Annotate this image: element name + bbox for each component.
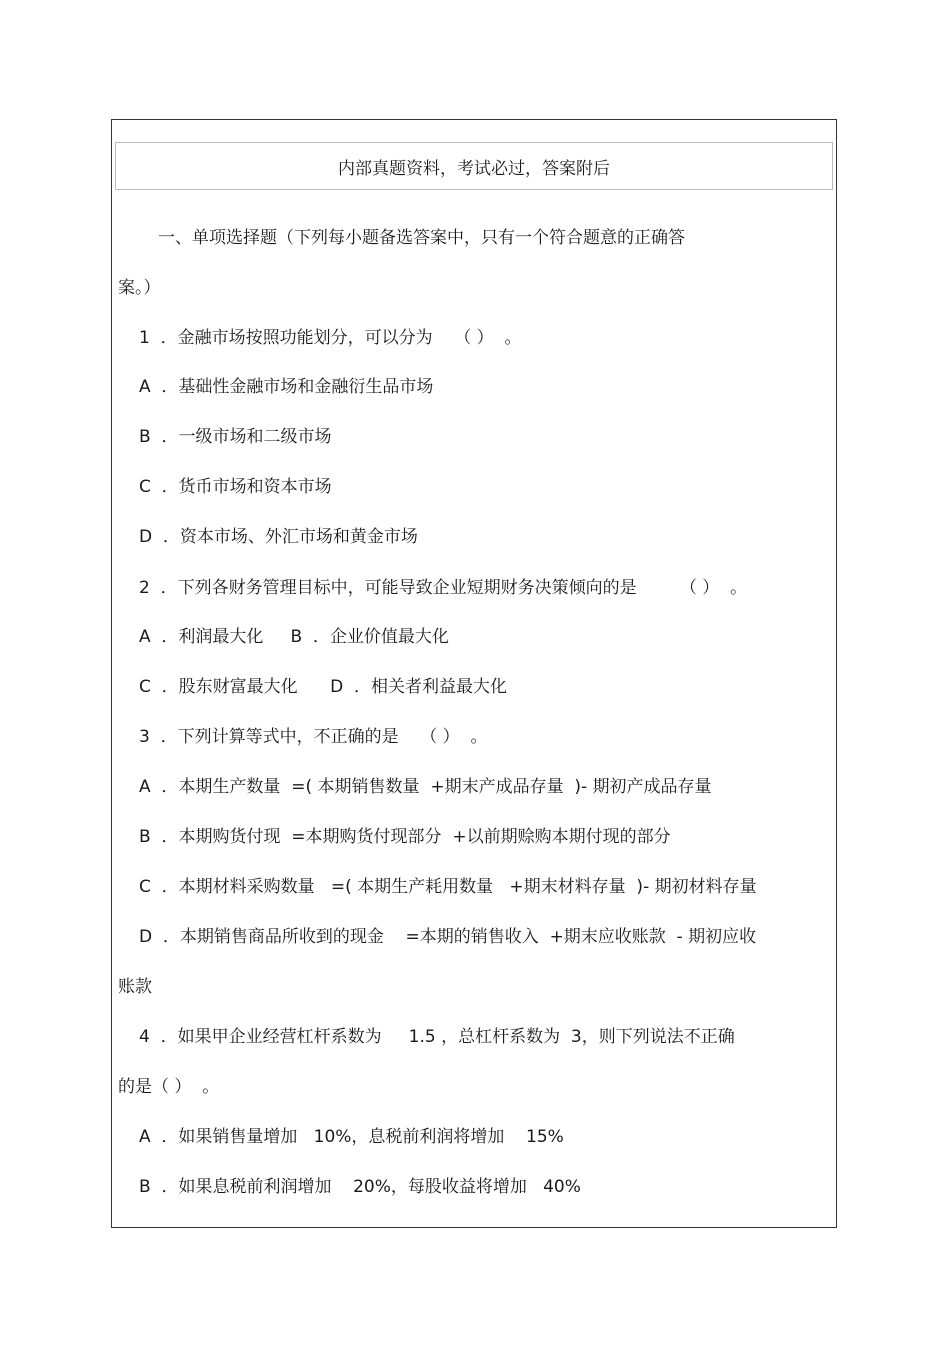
question-4: 4 ．如果甲企业经营杠杆系数为 1.5 ，总杠杆系数为 3，则下列说法不正确	[139, 1027, 735, 1047]
q3-option-b: B ．本期购货付现 =本期购货付现部分 +以前期赊购本期付现的部分	[139, 827, 671, 847]
q3-option-c: C ．本期材料采购数量 =( 本期生产耗用数量 +期末材料存量 )- 期初材料存量	[139, 877, 757, 897]
q3-option-d-cont: 账款	[118, 977, 152, 997]
question-3: 3 ．下列计算等式中，不正确的是 （ ） 。	[139, 727, 488, 747]
q1-option-d: D ．资本市场、外汇市场和黄金市场	[139, 527, 418, 547]
q4-option-a: A ．如果销售量增加 10%，息税前利润将增加 15%	[139, 1127, 564, 1147]
header-box	[115, 142, 833, 190]
question-4-cont: 的是（ ） 。	[118, 1077, 220, 1097]
question-1: 1 ．金融市场按照功能划分，可以分为 （ ） 。	[139, 328, 522, 348]
section-intro-line2: 案。）	[118, 278, 161, 298]
q3-option-a: A ．本期生产数量 =( 本期销售数量 +期末产成品存量 )- 期初产成品存量	[139, 777, 712, 797]
q1-option-b: B ．一级市场和二级市场	[139, 427, 332, 447]
section-intro-line1: 一、单项选择题（下列每小题备选答案中，只有一个符合题意的正确答	[158, 228, 685, 248]
q1-option-a: A ．基础性金融市场和金融衍生品市场	[139, 377, 434, 397]
q1-option-c: C ．货币市场和资本市场	[139, 477, 332, 497]
header-title: 内部真题资料，考试必过，答案附后	[338, 158, 610, 179]
q2-options-cd: C ．股东财富最大化 D ．相关者利益最大化	[139, 677, 507, 697]
q2-options-ab: A ．利润最大化 B ．企业价值最大化	[139, 627, 449, 647]
q4-option-b: B ．如果息税前利润增加 20%，每股收益将增加 40%	[139, 1177, 581, 1197]
document-frame	[111, 119, 837, 1228]
q3-option-d: D ．本期销售商品所收到的现金 =本期的销售收入 +期末应收账款 - 期初应收	[139, 927, 757, 947]
question-2: 2 ．下列各财务管理目标中，可能导致企业短期财务决策倾向的是 （ ） 。	[139, 578, 748, 598]
